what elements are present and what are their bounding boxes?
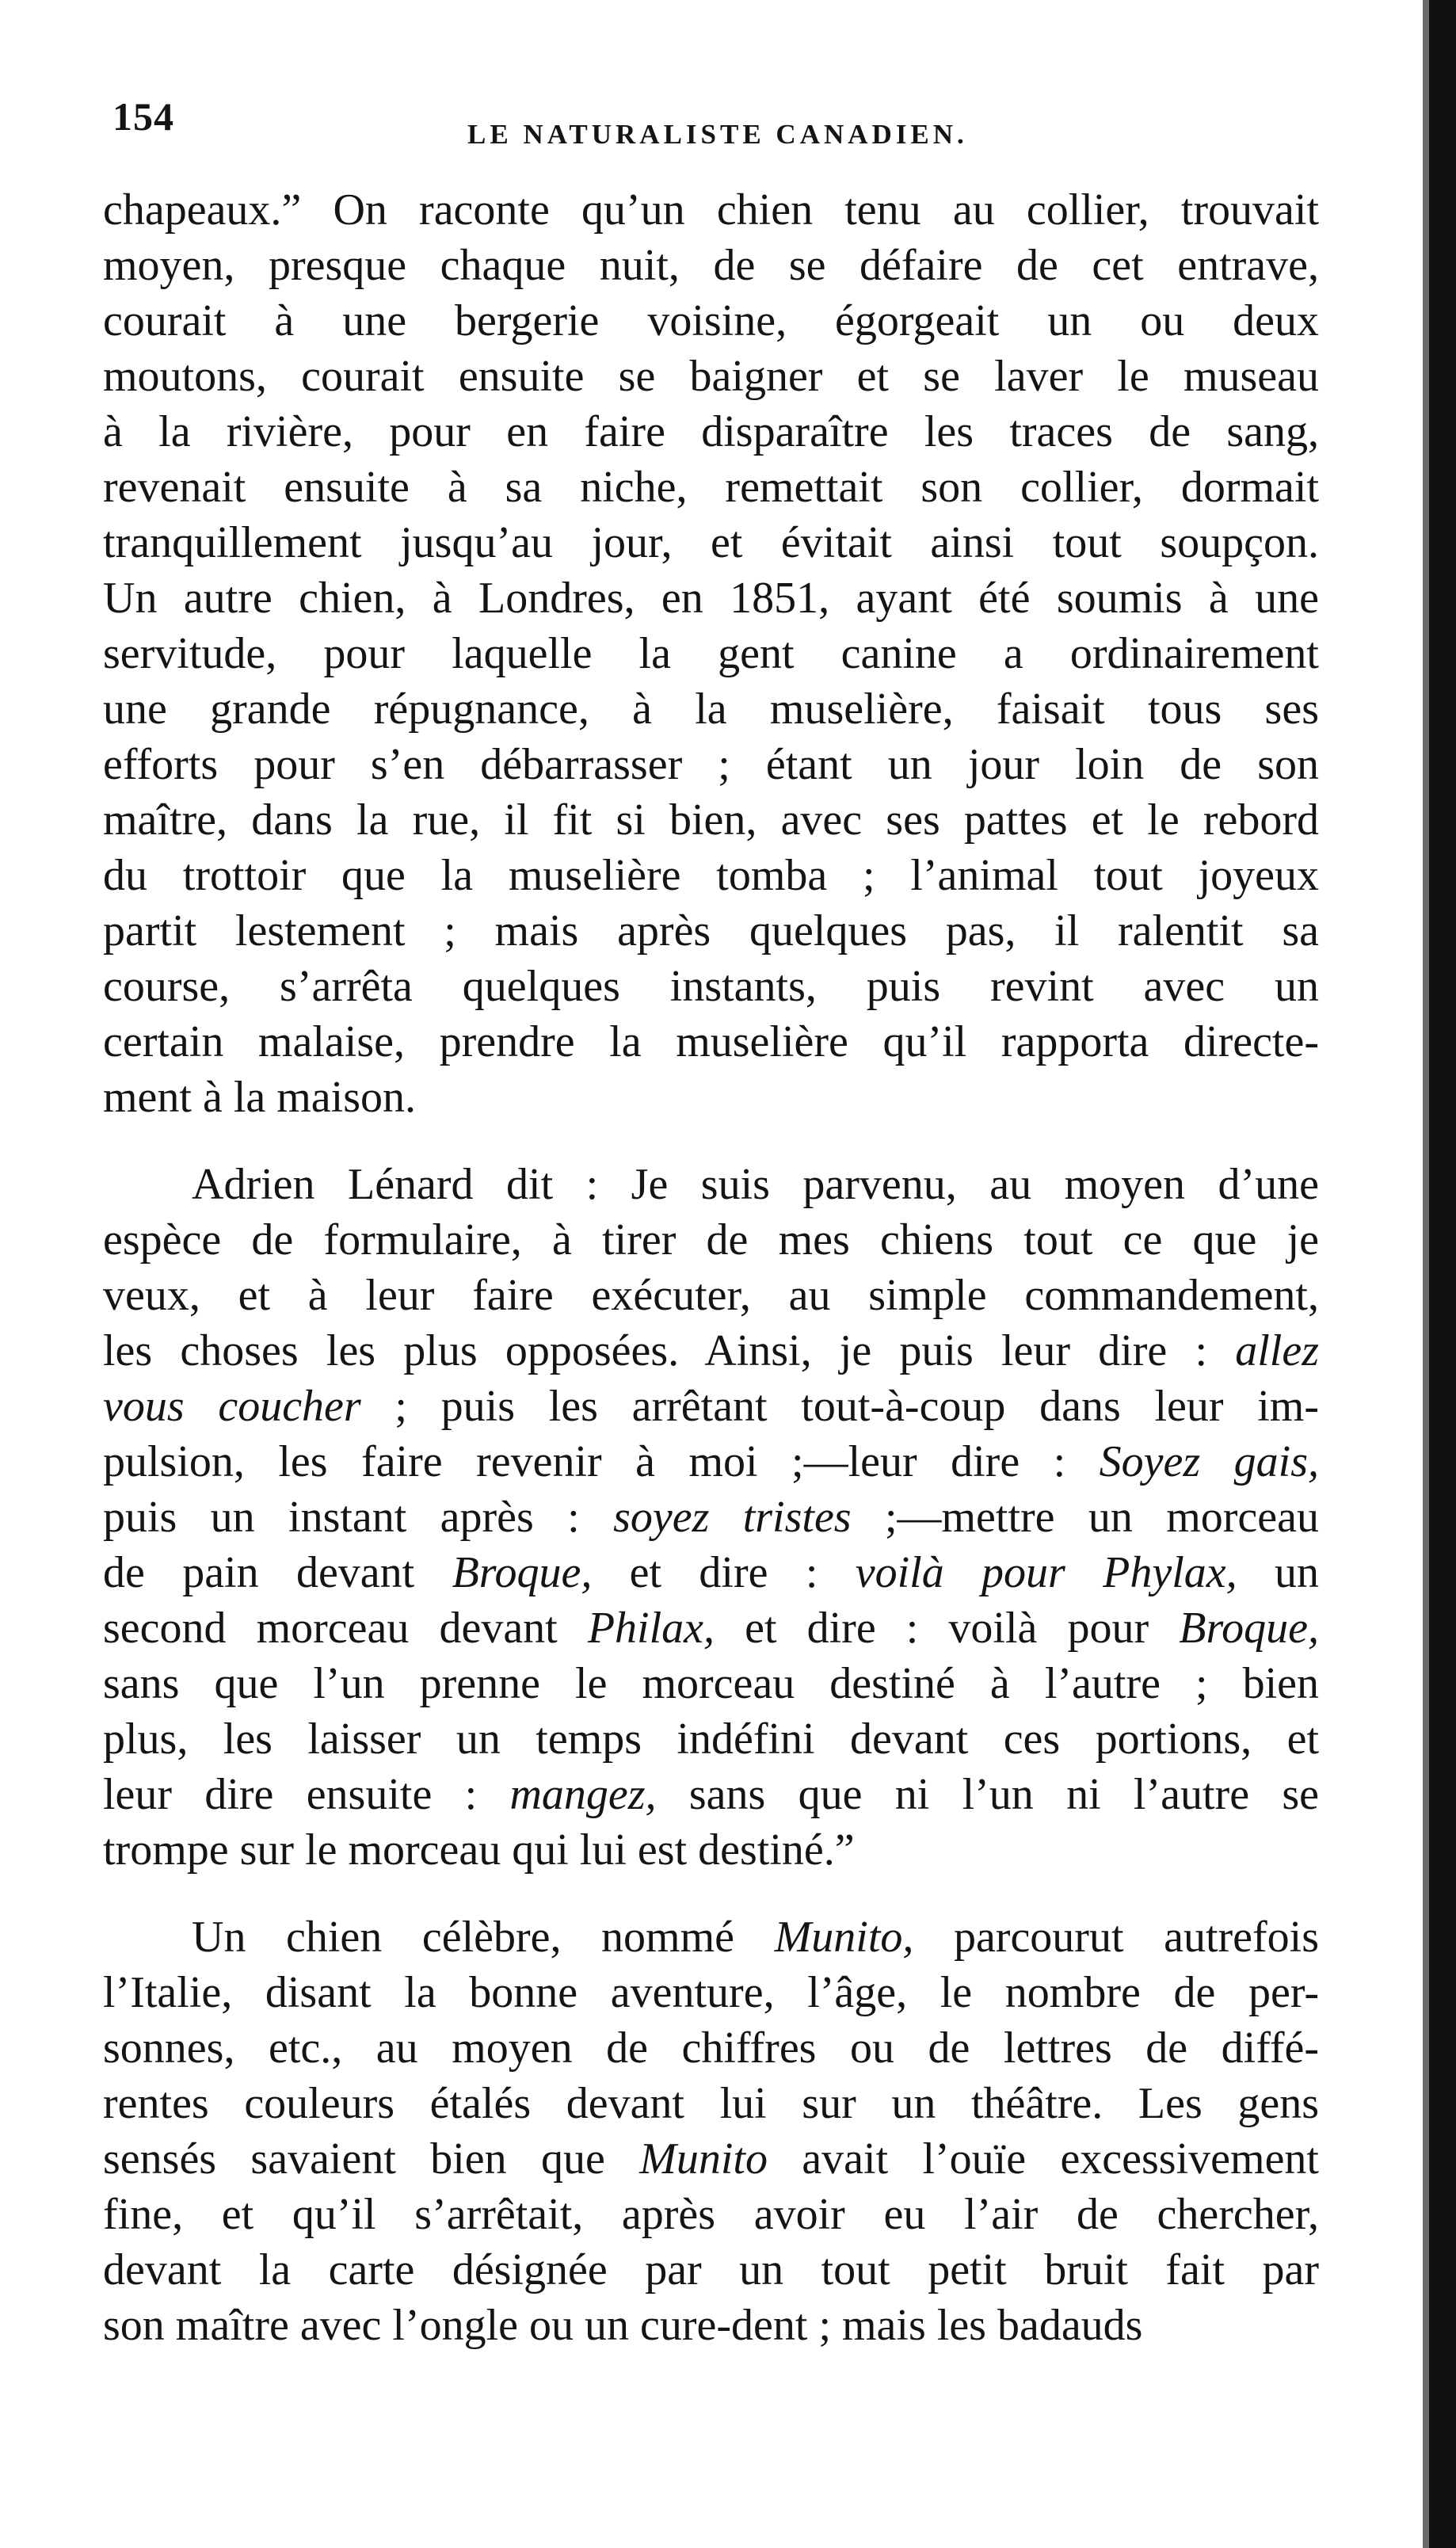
- body-text: [103, 182, 1319, 2353]
- text-line: trompe sur le morceau qui lui est destiné.”: [103, 1825, 855, 1875]
- text-line: son maître avec l’ongle ou un cure-dent ; mais les badauds: [103, 2301, 1143, 2350]
- text-line: leur dire ensuite : mangez, sans que ni l’un ni l’autre se: [103, 1770, 1319, 1819]
- text-line: tranquillement jusqu’au jour, et évitait ainsi tout soupçon.: [103, 518, 1319, 567]
- running-title: LE NATURALISTE CANADIEN.: [467, 119, 968, 150]
- text-line: course, s’arrêta quelques instants, puis revint avec un: [103, 962, 1319, 1011]
- text-line: courait à une bergerie voisine, égorgeait un ou deux: [103, 296, 1319, 345]
- italic-phrase: Broque,: [452, 1548, 593, 1597]
- italic-phrase: vous coucher: [103, 1382, 361, 1431]
- text-line: sensés savaient bien que Munito avait l’ouïe excessivement: [103, 2134, 1319, 2184]
- text-line: du trottoir que la muselière tomba ; l’animal tout joyeux: [103, 851, 1319, 900]
- text-line: plus, les laisser un temps indéfini devant ces portions, et: [103, 1715, 1319, 1764]
- text-line: puis un instant après : soyez tristes ;—mettre un morceau: [103, 1493, 1319, 1542]
- italic-phrase: soyez tristes: [613, 1493, 852, 1542]
- text-line: moyen, presque chaque nuit, de se défaire de cet entrave,: [103, 241, 1319, 290]
- italic-phrase: mangez,: [509, 1770, 657, 1819]
- text-line: espèce de formulaire, à tirer de mes chiens tout ce que je: [103, 1215, 1319, 1264]
- text-line: Un chien célèbre, nommé Munito, parcourut autrefois: [192, 1913, 1320, 1962]
- text-line: second morceau devant Philax, et dire : voilà pour Broque,: [103, 1604, 1320, 1653]
- text-line: pulsion, les faire revenir à moi ;—leur dire : Soyez gais,: [103, 1437, 1319, 1486]
- text-line: revenait ensuite à sa niche, remettait son collier, dormait: [103, 463, 1319, 512]
- italic-phrase: Broque,: [1179, 1604, 1320, 1653]
- paragraph-gap: [103, 1125, 1319, 1157]
- text-line: Adrien Lénard dit : Je suis parvenu, au moyen d’une: [192, 1160, 1319, 1209]
- page-number: 154: [112, 94, 174, 139]
- binding-edge: [1429, 0, 1456, 2548]
- text-line: une grande répugnance, à la muselière, faisait tous ses: [103, 685, 1319, 734]
- text-line: efforts pour s’en débarrasser ; étant un jour loin de son: [103, 740, 1319, 789]
- text-line: Un autre chien, à Londres, en 1851, ayant été soumis à une: [103, 574, 1319, 623]
- text-line: devant la carte désignée par un tout petit bruit fait par: [103, 2245, 1319, 2294]
- text-line: chapeaux.” On raconte qu’un chien tenu au collier, trouvait: [103, 185, 1319, 235]
- text-line: certain malaise, prendre la muselière qu’il rapporta directe-: [103, 1017, 1319, 1066]
- text-line: les choses les plus opposées. Ainsi, je puis leur dire : allez: [103, 1326, 1319, 1375]
- text-line: veux, et à leur faire exécuter, au simple commandement,: [103, 1271, 1319, 1320]
- text-line: ment à la maison.: [103, 1073, 417, 1122]
- paragraph-2: [103, 1157, 1319, 1878]
- italic-phrase: Philax,: [587, 1604, 715, 1653]
- binding-shadow: [1423, 0, 1429, 2548]
- italic-phrase: Munito,: [774, 1913, 914, 1962]
- text-line: rentes couleurs étalés devant lui sur un théâtre. Les gens: [103, 2079, 1319, 2128]
- paragraph-3: [103, 1909, 1319, 2353]
- text-line: l’Italie, disant la bonne aventure, l’âge, le nombre de per-: [103, 1968, 1319, 2017]
- text-line: fine, et qu’il s’arrêtait, après avoir eu l’air de chercher,: [103, 2190, 1319, 2239]
- text-line: sonnes, etc., au moyen de chiffres ou de lettres de diffé-: [103, 2024, 1319, 2073]
- text-line: partit lestement ; mais après quelques pas, il ralentit sa: [103, 906, 1319, 956]
- italic-phrase: Munito: [639, 2134, 768, 2184]
- text-line: de pain devant Broque, et dire : voilà pour Phylax, un: [103, 1548, 1319, 1597]
- paragraph-gap: [103, 1878, 1319, 1909]
- text-line: servitude, pour laquelle la gent canine a ordinairement: [103, 629, 1319, 678]
- text-line: maître, dans la rue, il fit si bien, avec ses pattes et le rebord: [103, 795, 1319, 845]
- text-line: moutons, courait ensuite se baigner et se laver le museau: [103, 352, 1319, 401]
- italic-phrase: voilà pour Phylax,: [855, 1548, 1237, 1597]
- text-line: sans que l’un prenne le morceau destiné à l’autre ; bien: [103, 1659, 1319, 1708]
- italic-phrase: allez: [1235, 1326, 1319, 1375]
- italic-phrase: Soyez gais,: [1099, 1437, 1319, 1486]
- text-line: vous coucher ; puis les arrêtant tout-à-coup dans leur im-: [103, 1382, 1320, 1431]
- paragraph-1: [103, 182, 1319, 1125]
- text-line: à la rivière, pour en faire disparaître les traces de sang,: [103, 407, 1319, 456]
